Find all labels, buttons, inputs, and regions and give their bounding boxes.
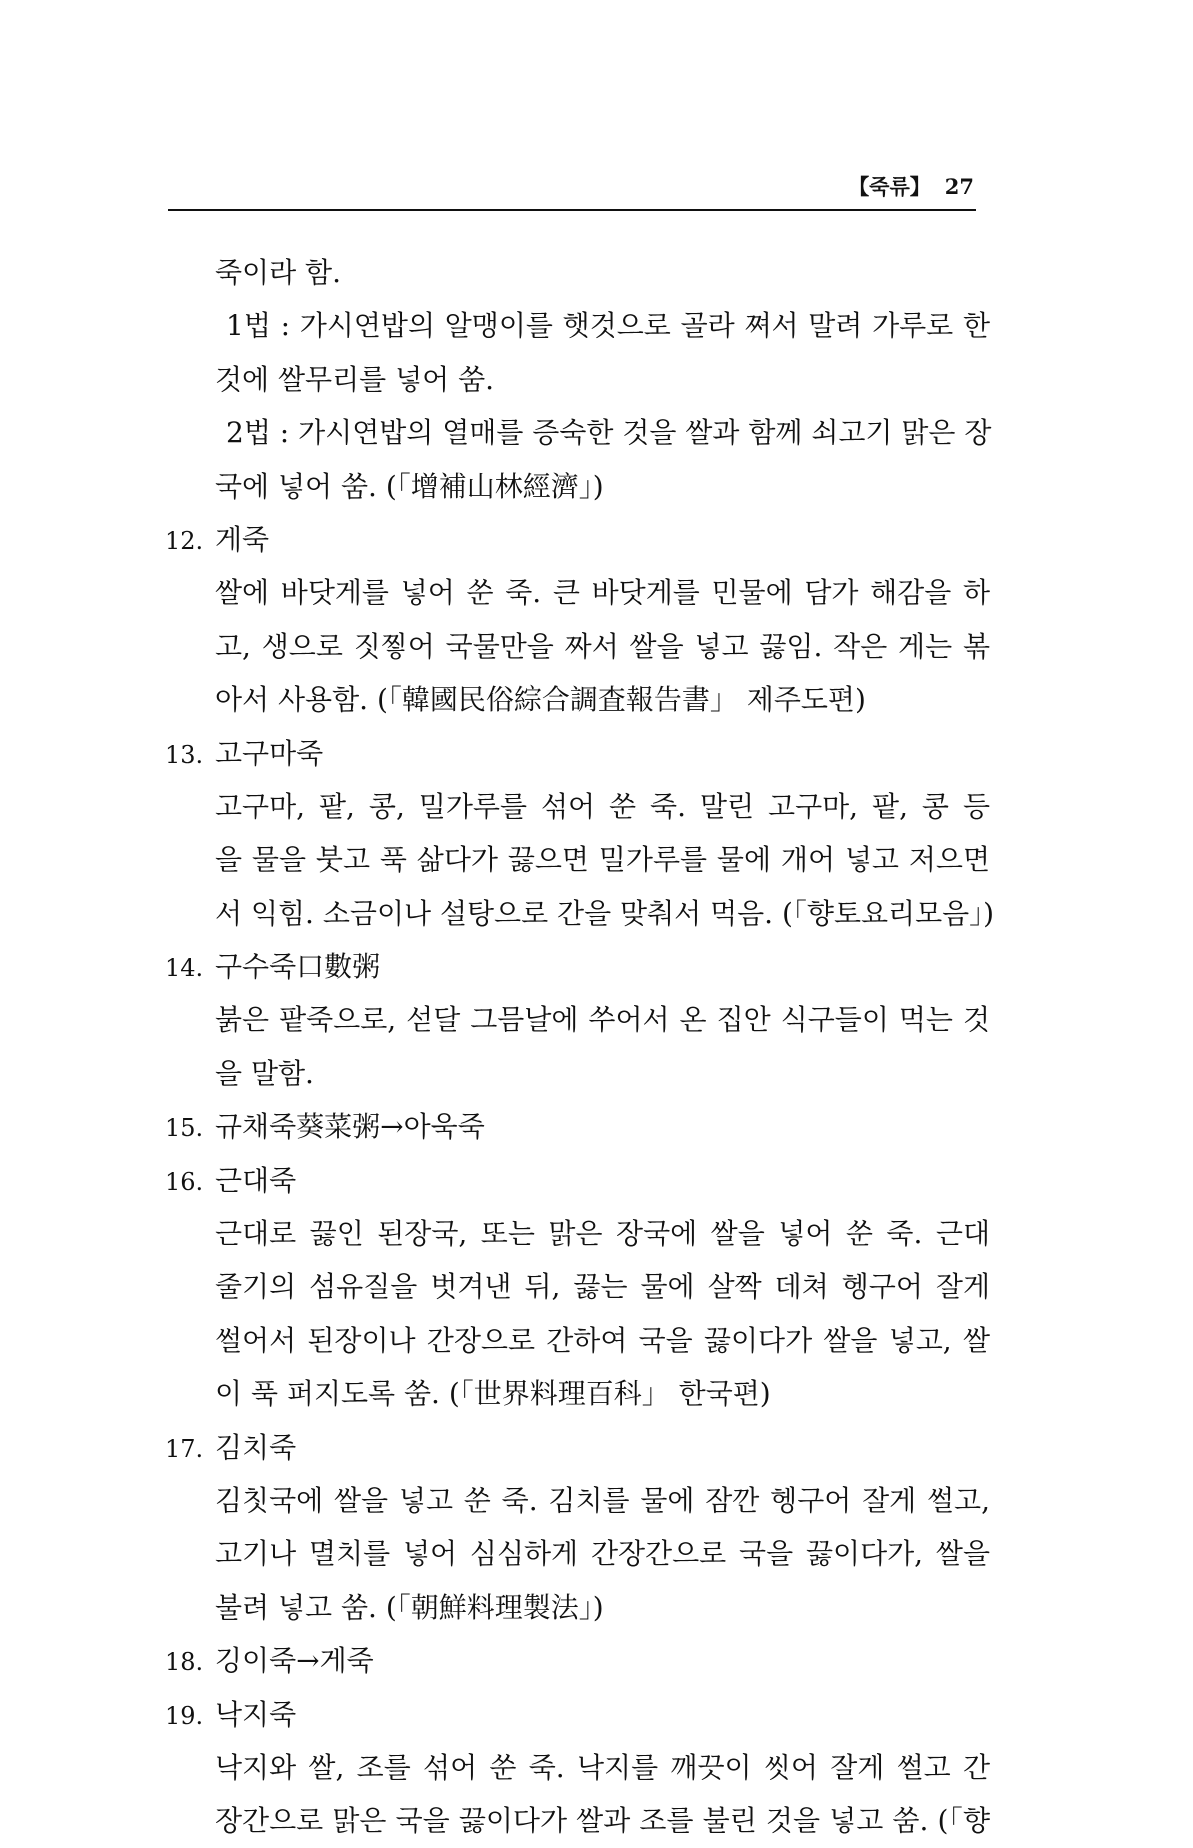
- running-header: [168, 174, 976, 211]
- entry-title: 낙지죽: [215, 1697, 297, 1731]
- entry-title: 깅이죽→게죽: [215, 1644, 374, 1678]
- entry-heading: [0, 1154, 1193, 1207]
- body-line: 근대로 끓인 된장국, 또는 맑은 장국에 쌀을 넣어 쑨 죽. 근대: [215, 1217, 990, 1251]
- entry-number: 15.: [165, 1114, 204, 1143]
- header-wrap: [848, 171, 974, 201]
- page-number: 27: [944, 174, 974, 199]
- entry-heading: [0, 727, 1193, 780]
- entry-number: 19.: [165, 1701, 204, 1730]
- body-line: 불려 넣고 쑴. (「朝鮮料理製法」): [215, 1590, 604, 1624]
- entry-number: 18.: [165, 1648, 204, 1677]
- body-line: 것에 쌀무리를 넣어 쑴.: [215, 362, 495, 396]
- entry-heading: [0, 1100, 1193, 1153]
- body-line: 썰어서 된장이나 간장으로 간하여 국을 끓이다가 쌀을 넣고, 쌀: [215, 1323, 990, 1357]
- body-text: [0, 246, 1193, 1848]
- body-line: 고구마, 팥, 콩, 밀가루를 섞어 쑨 죽. 말린 고구마, 팥, 콩 등: [215, 789, 990, 823]
- entry-title: 구수죽口數粥: [215, 950, 381, 984]
- entry-number: 17.: [165, 1434, 204, 1463]
- section-title: 【죽류】: [848, 174, 931, 199]
- body-line: 죽이라 함.: [215, 256, 341, 289]
- body-line: 국에 넣어 쑴. (「增補山林經濟」): [215, 469, 604, 503]
- body-line: 을 말함.: [215, 1056, 314, 1090]
- entry-heading: [0, 1634, 1193, 1687]
- entry-heading: [0, 513, 1193, 566]
- entry-heading: [0, 940, 1193, 993]
- method-line: 2법 : 가시연밥의 열매를 증숙한 것을 쌀과 함께 쇠고기 맑은 장: [226, 416, 992, 450]
- body-line: 아서 사용함. (「韓國民俗綜合調査報告書」 제주도편): [215, 683, 866, 717]
- entry-number: 13.: [165, 740, 204, 769]
- entry-title: 규채죽葵菜粥→아욱죽: [215, 1110, 485, 1144]
- entry-heading: [0, 1688, 1193, 1741]
- body-line: 낙지와 쌀, 조를 섞어 쑨 죽. 낙지를 깨끗이 씻어 잘게 썰고 간: [215, 1750, 990, 1784]
- entry-title: 게죽: [215, 522, 270, 556]
- entry-heading: [0, 1421, 1193, 1474]
- entry-number: 14.: [165, 954, 204, 983]
- body-line: 고, 생으로 짓찧어 국물만을 짜서 쌀을 넣고 끓임. 작은 게는 볶: [215, 629, 990, 663]
- body-line: 이 푹 퍼지도록 쑴. (「世界料理百科」 한국편): [215, 1377, 771, 1411]
- body-line: 쌀에 바닷게를 넣어 쑨 죽. 큰 바닷게를 민물에 담가 해감을 하: [215, 576, 990, 610]
- entry-number: 12.: [165, 526, 204, 555]
- body-line: 붉은 팥죽으로, 섣달 그믐날에 쑤어서 온 집안 식구들이 먹는 것: [215, 1003, 990, 1037]
- body-line: 을 물을 붓고 푹 삶다가 끓으면 밀가루를 물에 개어 넣고 저으면: [215, 843, 990, 877]
- method-line: 1법 : 가시연밥의 알맹이를 햇것으로 골라 쪄서 말려 가루로 한: [226, 309, 990, 343]
- body-line: 김칫국에 쌀을 넣고 쑨 죽. 김치를 물에 잠깐 헹구어 잘게 썰고,: [215, 1483, 990, 1517]
- body-line: 고기나 멸치를 넣어 심심하게 간장간으로 국을 끓이다가, 쌀을: [215, 1537, 990, 1571]
- entry-number: 16.: [165, 1167, 204, 1196]
- entry-title: 근대죽: [215, 1163, 297, 1197]
- entry-title: 김치죽: [215, 1430, 297, 1464]
- body-line: 장간으로 맑은 국을 끓이다가 쌀과 조를 불린 것을 넣고 쑴. (「향: [215, 1804, 990, 1838]
- entry-title: 고구마죽: [215, 736, 324, 770]
- body-line: 줄기의 섬유질을 벗겨낸 뒤, 끓는 물에 살짝 데쳐 헹구어 잘게: [215, 1270, 990, 1304]
- body-line: 서 익힘. 소금이나 설탕으로 간을 맞춰서 먹음. (「향토요리모음」): [215, 896, 995, 930]
